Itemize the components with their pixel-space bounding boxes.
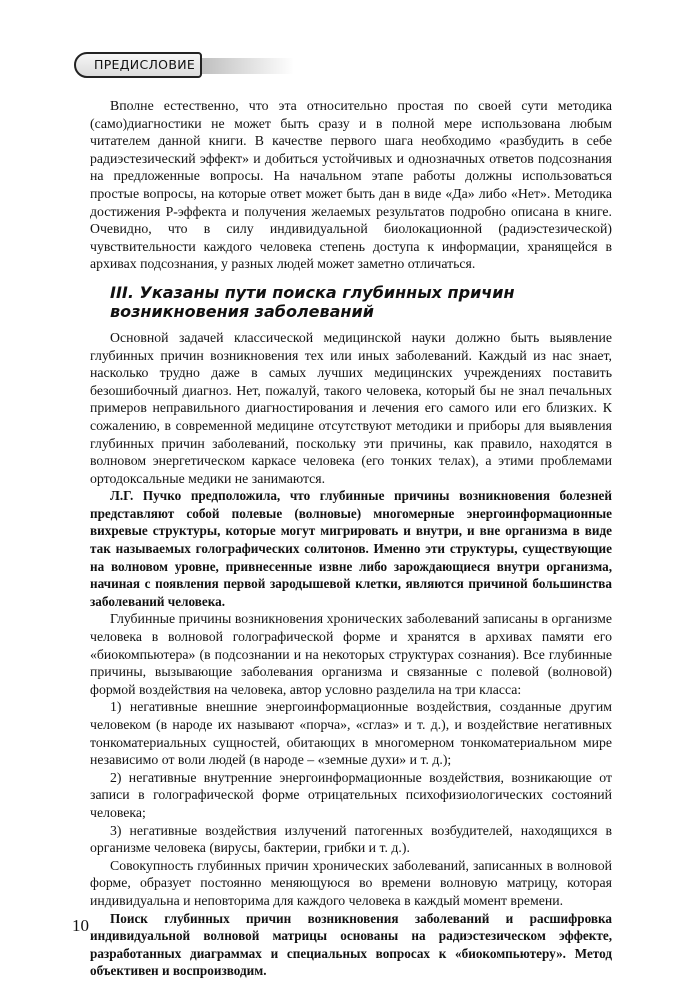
paragraph-bold: Поиск глубинных причин возникновения заболеваний и расшифровка индивидуальной волновой матрицы основаны на радиэстезическом эффекте, разработанных диаграммах и специальных вопросах к «биокомпьютеру». Метод объективен и воспроизводим. [90,910,612,979]
list-item-3: 3) негативные воздействия излучений патогенных возбудителей, находящихся в организме человека (вирусы, бактерии, грибки и т. д.). [90,822,612,856]
paragraph-intro: Вполне естественно, что эта относительно простая по своей сути методика (само)диагностики не может быть сразу и в полной мере использована любым читателем данной книги. В качестве первого шага необходимо «разбудить в себе радиэстезический эффект» и добиться устойчивых и однозначных ответов подсознания на предложенные вопросы. На начальном этапе работы должны использоваться простые вопросы, на которые ответ может быть дан в виде «Да» либо «Нет». Методика достижения Р-эффекта и получения желаемых результатов подробно описана в книге. Очевидно, что в силу индивидуальной биолокационной (радиэстезической) чувствительности каждого человека степень доступа к информации, хранящейся в архивах подсознания, у разных людей может заметно отличаться. [90,98,612,272]
paragraph-bold: Л.Г. Пучко предположила, что глубинные причины возникновения болезней представляют собой полевые (волновые) многомерные энергоинформационные вихревые структуры, которые могут мигрировать и внутри, и вне организма в виде так называемых голографических солитонов. Именно эти структуры, существующие на волновом уровне, привнесенные извне либо зарождающиеся внутри организма, начиная с появления первой зародышевой клетки, являются причиной большинства заболеваний человека. [90,488,612,609]
header-title: ПРЕДИСЛОВИЕ [94,57,196,72]
page-number: 10 [72,916,89,935]
running-header [74,52,204,82]
paragraph: Глубинные причины возникновения хронических заболеваний записаны в организме человека в волновой голографической форме и хранятся в архивах памяти его «биокомпьютера» (в подсознании и на некоторых структурах сознания). Все глубинные причины, вызывающие заболевания организма и связанные с полевой (волновой) формой воздействия на человека, автор условно разделила на три класса: [90,611,612,697]
list-item-1: 1) негативные внешние энергоинформационные воздействия, созданные другим человеком (в народе их называют «порча», «сглаз» и т. д.), и воздействие негативных тонкоматериальных сущностей, обитающих в многомерном тонкоматериальном мире независимо от воли людей (в народе – «земные духи» и т. д.); [90,699,612,768]
paragraph: Совокупность глубинных причин хронических заболеваний, записанных в волновой форме, образует постоянно меняющуюся во времени волновую матрицу, которая индивидуальна и неповторима для каждого человека в каждый момент времени. [90,857,612,908]
paragraph: Основной задачей классической медицинской науки должно быть выявление глубинных причин возникновения тех или иных заболеваний. Каждый из нас знает, насколько трудно даже в самых лучших медицинских учреждениях поставить безошибочный диагноз. Нет, пожалуй, такого человека, который бы не знал печальных примеров неправильного диагностирования и лечения его самого или его близких. К сожалению, в современной медицине отсутствуют методики и приборы для выявления глубинных причин заболеваний, поскольку эти причины, как правило, находятся в волновом энергетическом каркасе человека (его тонких телах), а этими проблемами ортодоксальные медики не занимаются. [90,329,612,486]
page-body [90,97,612,980]
header-shadow [198,58,294,74]
list-item-2: 2) негативные внутренние энергоинформационные воздействия, возникающие от записи в голографической форме отрицательных психофизиологических состояний человека; [90,769,612,820]
section-heading: III. Указаны пути поиска глубинных причин возникновения заболеваний [110,282,515,321]
